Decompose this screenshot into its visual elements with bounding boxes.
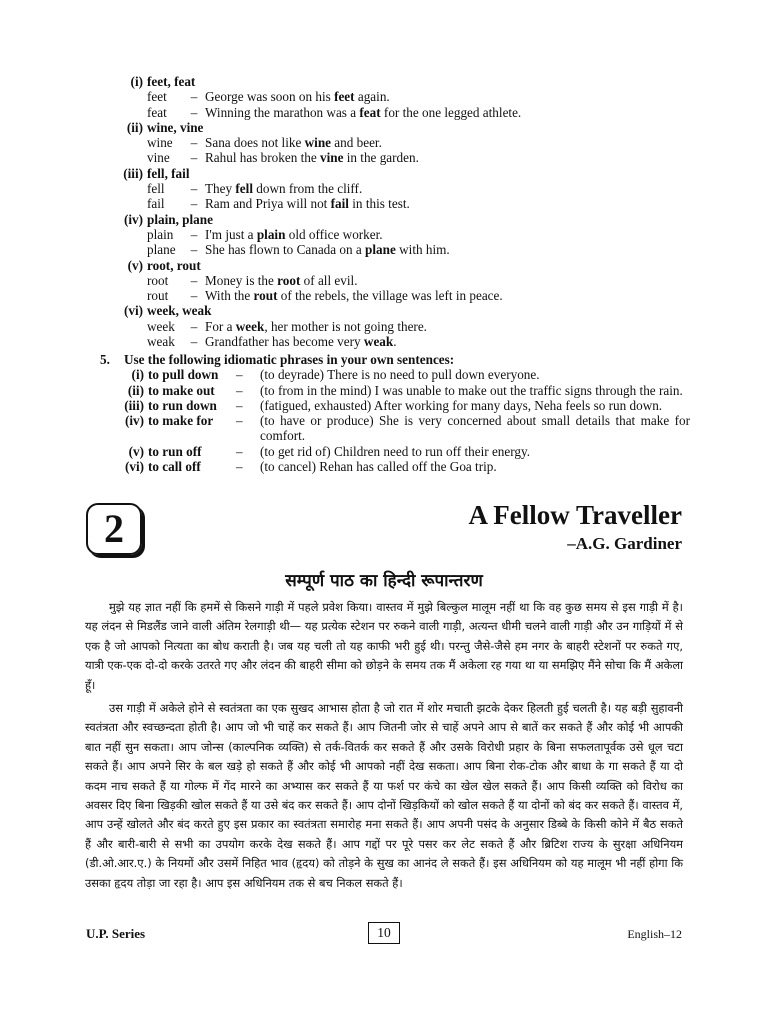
idioms-exercise bbox=[100, 352, 690, 474]
dash: – bbox=[236, 397, 243, 413]
hindi-paragraph: मुझे यह ज्ञात नहीं कि हममें से किसने गाड़ी में पहले प्रवेश किया। वास्तव में मुझे बिल्कुल मालूम नहीं था कि वह कुछ समय से इस गाड़ी में है। यह लंदन से मिडलैंड जाने वाली अंतिम रेलगाड़ी थी— यह प्रत्येक स्टेशन पर रुकने वाली गाड़ी, अत्यन्त धीमी चलने वाली गाड़ी और उन गाड़ियों में से एक है जो आपको नित्यता का बोध कराती है। जब यह चली तो यह काफी भरी हुई थी। परन्तु जैसे-जैसे हम नगर के बाहरी स्टेशनों पर रुकते गए, यात्री एक-एक दो-दो करके उतरते गए और लंदन की बाहरी सीमा को छोड़ने के समय तक मैं अकेला रह गया था या समझिए मैंने सोचा कि मैं अकेला हूँ। bbox=[85, 600, 683, 692]
footer-subject: English–12 bbox=[627, 927, 682, 941]
example-row bbox=[110, 273, 521, 288]
idiom-sentence: (to deyrade) There is no need to pull down everyone. bbox=[260, 367, 540, 383]
example-sentence: They fell down from the cliff. bbox=[205, 181, 363, 197]
example-sentence: Rahul has broken the vine in the garden. bbox=[205, 150, 419, 166]
page-number: 10 bbox=[368, 922, 400, 944]
example-row bbox=[110, 196, 521, 211]
dash: – bbox=[236, 459, 243, 475]
idiom-sentence: (to have or produce) She is very concerned about small details that make for comfort. bbox=[260, 413, 690, 444]
dash: – bbox=[236, 367, 243, 383]
hindi-section-heading: सम्पूर्ण पाठ का हिन्दी रूपान्तरण bbox=[285, 571, 483, 591]
homophone-list bbox=[110, 74, 521, 349]
example-word: rout bbox=[147, 288, 169, 304]
item-number: (v) bbox=[127, 257, 143, 273]
idiom-sentence: (to cancel) Rehan has called off the Goa trip. bbox=[260, 459, 497, 475]
item-number: (ii) bbox=[126, 119, 143, 135]
word-pair: wine, vine bbox=[147, 119, 204, 135]
word-pair: feet, feat bbox=[147, 74, 196, 89]
idiom-phrase: to run off bbox=[148, 443, 202, 459]
example-sentence: With the rout of the rebels, the village was left in peace. bbox=[205, 288, 503, 304]
example-row bbox=[110, 150, 521, 165]
idiom-phrase: to pull down bbox=[148, 367, 219, 383]
example-sentence: Money is the root of all evil. bbox=[205, 272, 358, 288]
dash: – bbox=[190, 150, 198, 166]
homophone-pair-heading bbox=[110, 258, 521, 273]
dash: – bbox=[190, 288, 198, 304]
dash: – bbox=[190, 318, 198, 334]
example-row bbox=[110, 288, 521, 303]
dash: – bbox=[190, 226, 198, 242]
example-word: fell bbox=[147, 181, 165, 197]
example-word: root bbox=[147, 272, 169, 288]
example-row bbox=[110, 181, 521, 196]
hindi-paragraph: उस गाड़ी में अकेले होने से स्वतंत्रता का एक सुखद आभास होता है जो रात में शोर मचाती झटके देकर हिलती हुई चलती है। यह बड़ी सुहावनी स्वतंत्रता और स्वच्छन्दता होती है। आप जो भी चाहें कर सकते हैं। आप जितनी जोर से चाहें अपने आप से बातें कर सकते हैं और कोई भी आपकी बात नहीं सुन सकता। आप जोन्स (काल्पनिक व्यक्ति) से तर्क-वितर्क कर सकते हैं और उसके विरोधी प्रहार के बिना सफलतापूर्वक उसे धूल चटा सकते हैं। आप अपने सिर के बल खड़े हो सकते हैं और कोई भी आपको नहीं देख सकता। आप बिना रोक-टोक और बाधा के गा सकते हैं या दो कदम नाच सकते हैं या गोल्फ में गेंद मारने का अभ्यास कर सकते हैं या फर्श पर कंचे का खेल खेल सकते हैं। आप किसी व्यक्ति को विरोध का अवसर दिए बिना खिड़की खोल सकते हैं या उसे बंद कर सकते हैं। आप दोनों खिड़कियों को खोल सकते हैं या दोनों को बंद कर सकते हैं। वास्तव में, आप उन्हें खोलते और बंद करते हुए इस प्रकार का स्वतंत्रता समारोह मना सकते हैं। आप अपनी पसंद के अनुसार डिब्बे के किसी कोने में बैठ सकते हैं और बारी-बारी से सभी का उपयोग करके देख सकते हैं। आप गद्दों पर पूरे पसर कर लेट सकते हैं और ब्रिटिश राज्य के सुरक्षा अधिनियम (डी.ओ.आर.ए.) के नियमों और उसमें निहित भाव (हृदय) को तोड़ने के सुख का आनंद ले सकते हैं। इस अधिनियम को यह मालूम भी नहीं होगा कि उसका हृदय तोड़ा जा रहा है। आप इस अधिनियम तक से बच निकल सकते हैं। bbox=[85, 701, 683, 890]
example-row bbox=[110, 334, 521, 349]
example-sentence: Sana does not like wine and beer. bbox=[205, 135, 382, 151]
homophone-pair-heading bbox=[110, 120, 521, 135]
dash: – bbox=[236, 413, 243, 429]
chapter-author: –A.G. Gardiner bbox=[567, 534, 682, 553]
idiom-phrase: to make out bbox=[148, 382, 215, 398]
example-row bbox=[110, 135, 521, 150]
item-number: (vi) bbox=[124, 459, 144, 475]
example-sentence: Ram and Priya will not fail in this test. bbox=[205, 196, 410, 212]
item-number: (iii) bbox=[124, 397, 144, 413]
dash: – bbox=[190, 104, 198, 120]
example-sentence: For a week, her mother is not going there. bbox=[205, 318, 427, 334]
dash: – bbox=[190, 89, 198, 105]
example-word: fail bbox=[147, 196, 165, 212]
item-number: (vi) bbox=[123, 303, 143, 319]
idiom-phrase: to call off bbox=[148, 459, 201, 475]
idiom-sentence: (to get rid of) Children need to run off their energy. bbox=[260, 443, 531, 459]
idiom-sentence: (fatigued, exhausted) After working for many days, Neha feels so run down. bbox=[260, 397, 663, 413]
hindi-translation bbox=[85, 598, 683, 897]
idiom-phrase: to run down bbox=[148, 397, 217, 413]
footer-series: U.P. Series bbox=[86, 926, 146, 941]
idiom-item bbox=[100, 444, 690, 459]
example-word: plain bbox=[147, 226, 174, 242]
word-pair: fell, fail bbox=[147, 165, 190, 181]
item-number: (ii) bbox=[127, 382, 144, 398]
idiom-phrase: to make for bbox=[148, 413, 214, 429]
item-number: (iv) bbox=[124, 413, 144, 429]
example-word: feat bbox=[147, 104, 167, 120]
example-sentence: George was soon on his feet again. bbox=[205, 89, 390, 105]
example-word: weak bbox=[147, 334, 175, 350]
item-number: (iv) bbox=[123, 211, 143, 227]
homophone-pair-heading bbox=[110, 303, 521, 318]
word-pair: plain, plane bbox=[147, 211, 213, 227]
example-word: wine bbox=[147, 135, 173, 151]
question-instruction: Use the following idiomatic phrases in your own sentences: bbox=[124, 352, 455, 367]
example-row bbox=[110, 89, 521, 104]
example-word: vine bbox=[147, 150, 170, 166]
homophone-pair-heading bbox=[110, 74, 521, 89]
example-sentence: Winning the marathon was a feat for the one legged athlete. bbox=[205, 104, 522, 120]
example-word: feet bbox=[147, 89, 167, 105]
example-row bbox=[110, 105, 521, 120]
question-heading bbox=[100, 352, 690, 367]
dash: – bbox=[190, 272, 198, 288]
homophone-pair-heading bbox=[110, 212, 521, 227]
word-pair: root, rout bbox=[147, 257, 201, 273]
example-sentence: I'm just a plain old office worker. bbox=[205, 226, 383, 242]
idiom-item bbox=[100, 459, 690, 474]
example-word: plane bbox=[147, 242, 176, 258]
item-number: (i) bbox=[131, 367, 144, 383]
example-row bbox=[110, 319, 521, 334]
dash: – bbox=[190, 181, 198, 197]
item-number: (i) bbox=[130, 74, 143, 89]
idiom-item bbox=[100, 413, 690, 444]
example-sentence: Grandfather has become very weak. bbox=[205, 334, 397, 350]
idiom-item bbox=[100, 367, 690, 382]
item-number: (v) bbox=[128, 443, 144, 459]
question-number: 5. bbox=[100, 352, 110, 367]
idiom-sentence: (to from in the mind) I was unable to make out the traffic signs through the rain. bbox=[260, 382, 683, 398]
chapter-title: A Fellow Traveller bbox=[468, 500, 682, 530]
dash: – bbox=[190, 242, 198, 258]
word-pair: week, weak bbox=[147, 303, 212, 319]
example-row bbox=[110, 242, 521, 257]
dash: – bbox=[236, 382, 243, 398]
example-sentence: She has flown to Canada on a plane with him. bbox=[205, 242, 450, 258]
dash: – bbox=[190, 135, 198, 151]
dash: – bbox=[236, 443, 243, 459]
idiom-item bbox=[100, 383, 690, 398]
homophone-pair-heading bbox=[110, 166, 521, 181]
dash: – bbox=[190, 196, 198, 212]
example-word: week bbox=[147, 318, 175, 334]
dash: – bbox=[190, 334, 198, 350]
example-row bbox=[110, 227, 521, 242]
item-number: (iii) bbox=[123, 165, 143, 181]
chapter-number-badge: 2 bbox=[86, 503, 142, 555]
idiom-item bbox=[100, 398, 690, 413]
